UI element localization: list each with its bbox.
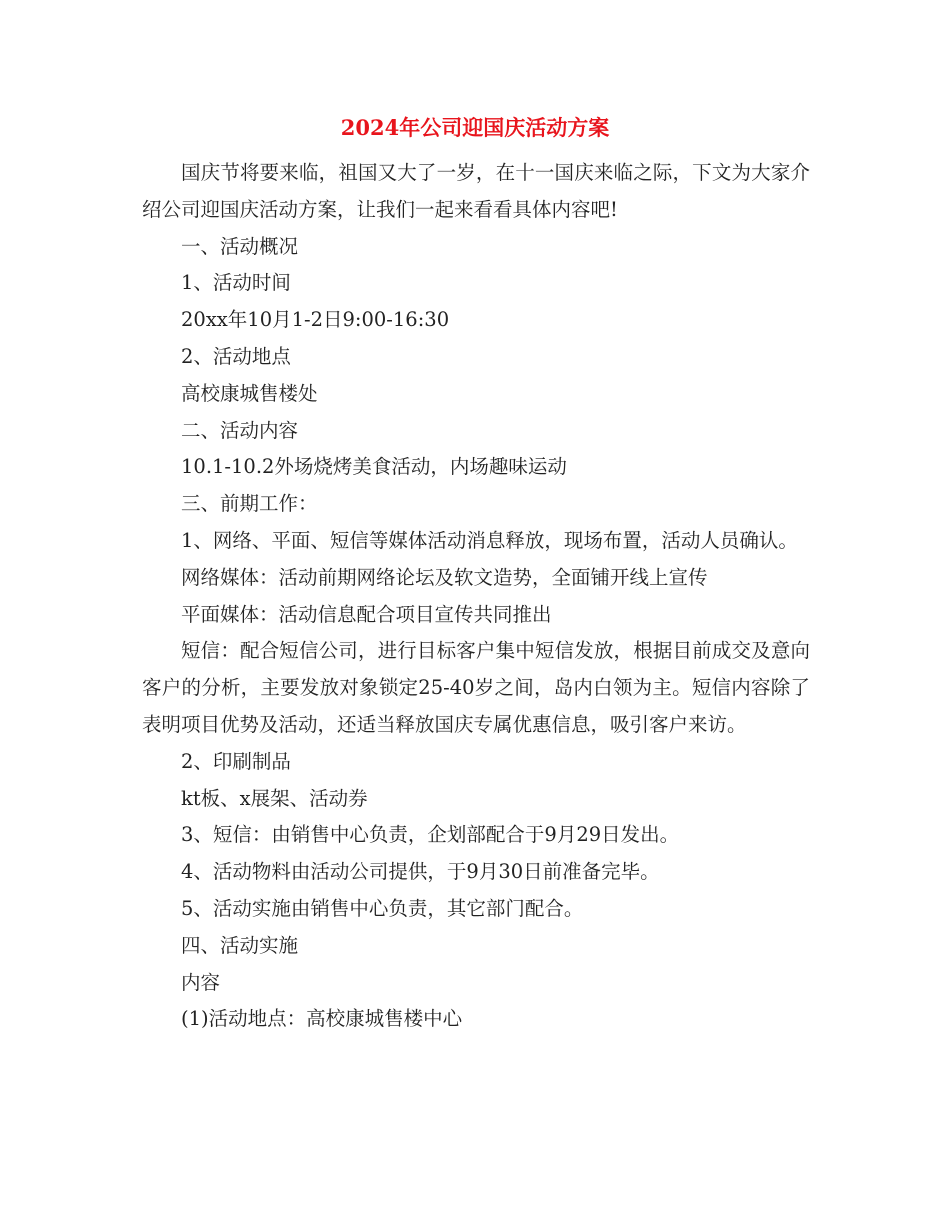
paragraph-implementation-owner: 5、活动实施由销售中心负责，其它部门配合。 — [181, 896, 584, 920]
paragraph-intro: 国庆节将要来临，祖国又大了一岁，在十一国庆来临之际，下文为大家介绍公司迎国庆活动方案，让我们一起来看看具体内容吧! — [142, 161, 810, 221]
subheading-location: 2、活动地点 — [181, 344, 291, 368]
paragraph-sms-schedule: 3、短信：由销售中心负责，企划部配合于9月29日发出。 — [181, 823, 680, 847]
paragraph-online-media: 网络媒体：活动前期网络论坛及软文造势，全面铺开线上宣传 — [181, 565, 708, 589]
paragraph-media-release: 1、网络、平面、短信等媒体活动消息释放，现场布置，活动人员确认。 — [181, 528, 798, 552]
document-title: 2024年公司迎国庆活动方案 — [340, 115, 610, 140]
paragraph-venue: (1)活动地点：高校康城售楼中心 — [181, 1007, 463, 1031]
paragraph-content: 10.1-10.2外场烧烤美食活动，内场趣味运动 — [181, 455, 567, 479]
heading-preparation: 三、前期工作： — [181, 492, 318, 516]
subheading-printed-materials: 2、印刷制品 — [181, 749, 291, 773]
heading-content: 二、活动内容 — [181, 418, 299, 442]
document-body — [142, 155, 810, 1038]
heading-implementation: 四、活动实施 — [181, 933, 299, 957]
subheading-details: 内容 — [181, 970, 221, 994]
paragraph-location: 高校康城售楼处 — [181, 381, 318, 405]
paragraph-materials-schedule: 4、活动物料由活动公司提供，于9月30日前准备完毕。 — [181, 860, 660, 884]
paragraph-printed-materials: kt板、x展架、活动券 — [181, 786, 368, 810]
paragraph-time: 20xx年10月1-2日9:00-16:30 — [181, 308, 450, 332]
paragraph-sms: 短信：配合短信公司，进行目标客户集中短信发放，根据目前成交及意向客户的分析，主要发放对象锁定25-40岁之间，岛内白领为主。短信内容除了表明项目优势及活动，还适当释放国庆专属优惠信息，吸引客户来访。 — [142, 639, 810, 736]
subheading-time: 1、活动时间 — [181, 271, 291, 295]
paragraph-print-media: 平面媒体：活动信息配合项目宣传共同推出 — [181, 602, 552, 626]
heading-overview: 一、活动概况 — [181, 234, 299, 258]
